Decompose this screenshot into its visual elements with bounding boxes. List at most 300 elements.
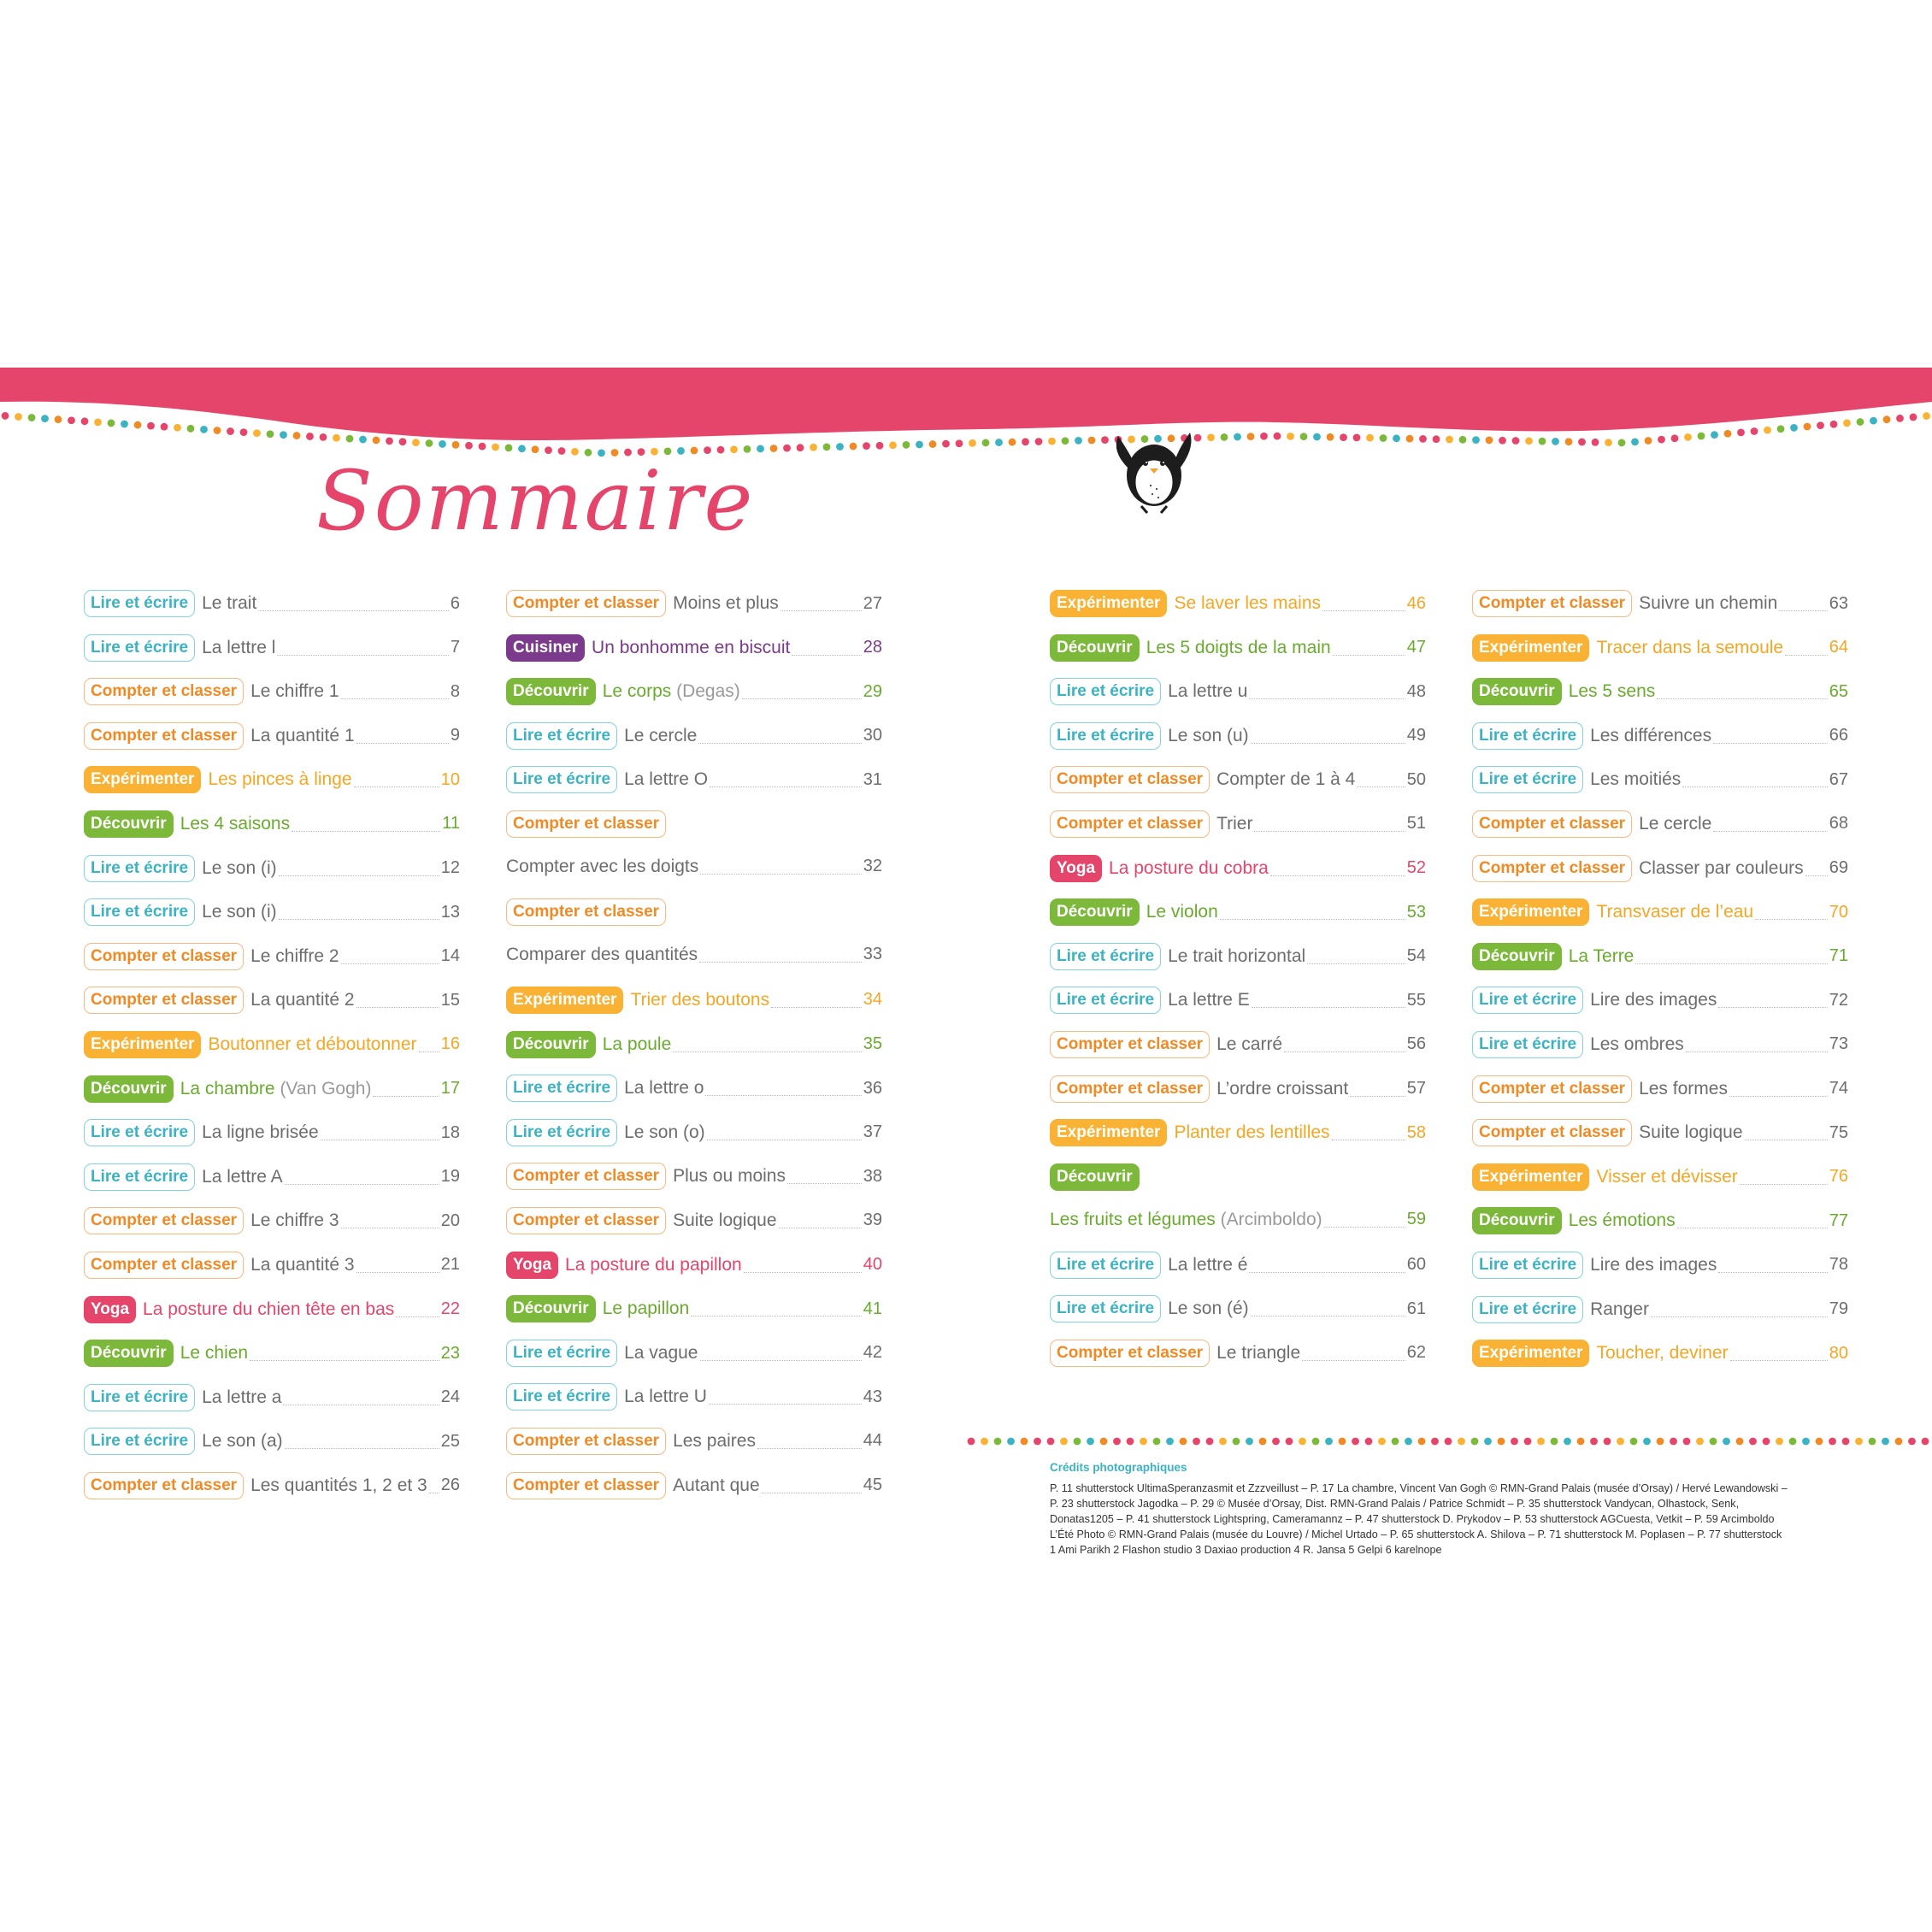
toc-entry-line [84, 895, 460, 929]
entry-title [1168, 681, 1247, 702]
entry-title-text: Planter des lentilles [1174, 1122, 1330, 1143]
entry-title-text: Moins et plus [673, 593, 779, 613]
toc-entry[interactable] [84, 1204, 460, 1248]
entry-title-text: Les émotions [1568, 1210, 1676, 1231]
category-tag: Expérimenter [1050, 1119, 1167, 1146]
toc-entry[interactable] [506, 1292, 882, 1336]
entry-title-text: L’ordre croissant [1216, 1078, 1349, 1099]
toc-entry-line [1050, 763, 1426, 797]
decor-dot [1166, 1438, 1174, 1446]
page-number: 67 [1829, 769, 1848, 789]
toc-entry[interactable] [1472, 895, 1848, 939]
toc-entry[interactable] [1050, 895, 1426, 939]
entry-title [603, 1299, 690, 1319]
toc-entry[interactable] [84, 763, 460, 807]
category-tag: Découvrir [1472, 943, 1562, 970]
decor-dot [1749, 1438, 1757, 1446]
decor-dot [1366, 434, 1374, 442]
toc-entry-line [1050, 1072, 1426, 1106]
toc-entry[interactable] [84, 586, 460, 631]
decor-dot [1816, 1438, 1823, 1446]
toc-entry-line [84, 1028, 460, 1062]
toc-entry[interactable] [84, 1072, 460, 1116]
entry-title-text: Se laver les mains [1174, 593, 1322, 613]
dot-leader [1249, 1272, 1405, 1273]
decor-dot [1233, 1438, 1240, 1446]
entry-title-text: Le cercle [1639, 813, 1712, 833]
page-number: 30 [863, 726, 882, 745]
decor-dot [1657, 1438, 1664, 1446]
decor-dot [770, 445, 778, 452]
entry-title [624, 726, 697, 746]
toc-entry[interactable] [1050, 983, 1426, 1028]
dot-leader [1270, 875, 1405, 876]
decor-dot [1670, 1438, 1677, 1446]
category-tag: Découvrir [506, 1031, 596, 1058]
decor-dot [1789, 1438, 1797, 1446]
toc-entry[interactable] [1050, 851, 1426, 896]
decor-dot [1022, 438, 1029, 445]
decor-dot [1843, 419, 1851, 427]
toc-entry[interactable] [84, 1381, 460, 1425]
toc-entry-line [1472, 895, 1848, 929]
dot-leader [1302, 1360, 1405, 1361]
decor-dot [1007, 1438, 1015, 1446]
page-number: 64 [1829, 638, 1848, 657]
decor-dot [1433, 435, 1440, 443]
category-tag: Découvrir [1050, 1163, 1140, 1191]
entry-title-text: La lettre U [624, 1387, 707, 1407]
category-tag: Lire et écrire [1472, 1031, 1583, 1058]
toc-entry[interactable] [84, 807, 460, 851]
decor-dot [187, 425, 195, 433]
toc-entry[interactable] [506, 807, 882, 895]
toc-entry[interactable] [84, 983, 460, 1028]
toc-entry[interactable] [1050, 763, 1426, 807]
toc-entry[interactable] [506, 1071, 882, 1116]
toc-entry[interactable] [1050, 1072, 1426, 1116]
toc-entry[interactable] [84, 631, 460, 675]
toc-entry[interactable] [1050, 939, 1426, 984]
decor-dot [2, 412, 9, 420]
entry-title-text: Transvaser de l’eau [1596, 902, 1754, 922]
toc-entry[interactable] [1472, 1204, 1848, 1248]
decor-dot [1087, 1438, 1094, 1446]
category-tag: Découvrir [1472, 1207, 1562, 1234]
decor-dot [373, 437, 380, 445]
toc-entry-line [84, 807, 460, 841]
toc-entry[interactable] [84, 895, 460, 939]
entry-title [624, 769, 708, 790]
dot-leader [1805, 875, 1828, 876]
toc-entry[interactable] [1472, 1336, 1848, 1381]
toc-entry-line [84, 939, 460, 974]
category-tag: Compter et classer [1472, 590, 1632, 617]
toc-entry[interactable] [506, 1424, 882, 1469]
toc-entry[interactable] [1472, 807, 1848, 851]
decor-dot [1643, 1438, 1651, 1446]
decor-dot [969, 439, 976, 447]
toc-entry[interactable] [1050, 1116, 1426, 1160]
header-wave-banner [0, 368, 1932, 504]
dot-leader [277, 655, 448, 656]
toc-entry-line [1050, 939, 1426, 974]
entry-title-text: Les ombres [1590, 1034, 1684, 1054]
category-tag: Compter et classer [506, 898, 666, 926]
category-tag: Compter et classer [84, 1252, 244, 1279]
decor-dot [1393, 434, 1400, 442]
dot-leader [710, 786, 862, 787]
category-tag: Lire et écrire [1472, 1252, 1583, 1279]
entry-title-text: Tracer dans la semoule [1596, 637, 1784, 657]
entry-title-text: La lettre E [1168, 990, 1250, 1010]
toc-entry-line [1050, 1028, 1426, 1062]
decor-dot [1392, 1438, 1399, 1446]
entry-title-text: La Terre [1568, 945, 1635, 966]
entry-title [1216, 1034, 1282, 1055]
decor-dot [1551, 1438, 1558, 1446]
toc-entry[interactable] [1472, 674, 1848, 719]
decor-dot [1219, 1438, 1227, 1446]
toc-entry-line [1050, 895, 1426, 929]
toc-entry[interactable] [506, 1116, 882, 1160]
toc-entry[interactable] [1050, 1292, 1426, 1336]
entry-title-text: Trier des boutons [630, 989, 770, 1010]
dot-leader [780, 610, 862, 611]
toc-entry[interactable] [84, 1469, 460, 1513]
entry-title-text: Les 4 saisons [180, 813, 291, 833]
category-tag: Lire et écrire [1050, 943, 1161, 970]
decor-dot [1737, 428, 1745, 436]
category-tag: Expérimenter [1472, 1163, 1589, 1191]
entry-title [624, 1343, 698, 1364]
decor-dot [1645, 437, 1652, 445]
toc-entry[interactable] [84, 1028, 460, 1072]
decor-dot [916, 441, 923, 449]
page-number: 56 [1406, 1034, 1426, 1054]
decor-dot [823, 443, 831, 451]
dot-leader [1686, 1051, 1828, 1052]
dot-leader [354, 786, 439, 787]
entry-title-text: Les formes [1639, 1078, 1728, 1099]
page-number: 35 [863, 1034, 882, 1054]
toc-entry[interactable] [84, 719, 460, 763]
decor-dot [1207, 433, 1215, 441]
dot-leader [771, 1007, 862, 1008]
toc-entry[interactable] [1472, 983, 1848, 1028]
toc-entry-line [506, 1116, 882, 1150]
entry-title-text: Les 5 doigts de la main [1146, 637, 1331, 657]
decor-dot [1088, 437, 1096, 445]
page-number: 13 [440, 902, 460, 922]
entry-title-text: Les paires [673, 1430, 756, 1451]
toc-entry[interactable] [1050, 586, 1426, 631]
decor-dot [1723, 1438, 1730, 1446]
toc-entry[interactable] [84, 1116, 460, 1160]
decor-dot [1829, 1438, 1836, 1446]
decor-dot [108, 420, 115, 427]
decor-dot [1578, 439, 1586, 446]
decor-dot [1352, 1438, 1359, 1446]
toc-entry[interactable] [1472, 631, 1848, 675]
decor-dot [121, 421, 128, 428]
entry-title [673, 1431, 756, 1452]
toc-entry-line [1472, 1336, 1848, 1370]
page-number: 72 [1829, 990, 1848, 1010]
toc-entry[interactable] [1050, 719, 1426, 763]
category-tag: Compter et classer [1472, 855, 1632, 882]
page-number: 71 [1829, 946, 1848, 966]
category-tag: Lire et écrire [1050, 987, 1161, 1014]
toc-entry[interactable] [84, 939, 460, 984]
category-tag: Compter et classer [1050, 1075, 1210, 1103]
decor-dot [253, 429, 261, 437]
category-tag: Lire et écrire [84, 1384, 195, 1411]
toc-entry-line [84, 763, 460, 797]
entry-title [143, 1299, 394, 1320]
decor-dot [1537, 1438, 1545, 1446]
decor-dot [1724, 430, 1732, 438]
entry-title-text: Boutonner et déboutonner [208, 1034, 417, 1054]
toc-entry[interactable] [506, 1159, 882, 1204]
toc-entry-line [1050, 631, 1426, 665]
entry-title [1168, 1299, 1249, 1319]
toc-entry[interactable] [1472, 851, 1848, 896]
toc-entry-line [506, 763, 882, 797]
category-tag: Yoga [1050, 855, 1102, 882]
category-tag: Lire et écrire [84, 590, 195, 617]
entry-title [1590, 769, 1681, 790]
page-number: 76 [1829, 1167, 1848, 1187]
page-number: 17 [440, 1079, 460, 1099]
toc-entry[interactable] [1472, 1116, 1848, 1160]
toc-entry[interactable] [1472, 939, 1848, 984]
decor-dot [942, 440, 950, 448]
toc-entry[interactable] [506, 1380, 882, 1424]
decor-dot [1804, 423, 1811, 431]
toc-entry-line [506, 631, 882, 665]
entry-title-text: Le son (o) [624, 1122, 705, 1142]
category-tag: Compter et classer [506, 590, 666, 617]
decor-dot [161, 423, 168, 431]
decor-dot [147, 422, 155, 430]
decor-dot [1034, 1438, 1041, 1446]
toc-entry[interactable] [506, 983, 882, 1028]
toc-entry-line [1472, 586, 1848, 621]
decor-dot [1604, 1438, 1611, 1446]
decor-dot [1274, 433, 1281, 440]
toc-entry-line [84, 1424, 460, 1458]
decor-dot [1234, 433, 1241, 441]
decor-dot [1842, 1438, 1850, 1446]
category-tag: Compter et classer [1050, 1340, 1210, 1367]
entry-title-text: Le violon [1146, 902, 1218, 922]
category-tag: Lire et écrire [1050, 678, 1161, 705]
decor-dot [267, 430, 274, 438]
toc-entry-line [84, 631, 460, 665]
category-tag: Compter et classer [506, 1207, 666, 1234]
toc-entry[interactable] [1050, 1248, 1426, 1293]
toc-entry-line [84, 1469, 460, 1503]
decor-dot [1378, 1438, 1386, 1446]
page-number: 39 [863, 1210, 882, 1230]
decor-dot [518, 445, 526, 452]
toc-entry[interactable] [84, 1248, 460, 1293]
toc-entry[interactable] [506, 763, 882, 807]
toc-entry[interactable] [1472, 719, 1848, 763]
toc-entry[interactable] [1472, 763, 1848, 807]
dot-leader [279, 875, 439, 876]
toc-entry[interactable] [84, 1336, 460, 1381]
toc-entry-line [506, 895, 882, 929]
decor-dot [1221, 433, 1228, 441]
toc-entry-line [1050, 719, 1426, 753]
decor-dot [41, 415, 49, 422]
toc-entry[interactable] [506, 1028, 882, 1072]
dot-leader [757, 1448, 862, 1449]
category-tag: Compter et classer [84, 943, 244, 970]
entry-title [565, 1255, 742, 1275]
dot-leader [1657, 698, 1827, 699]
toc-entry-line [1050, 1116, 1426, 1150]
toc-entry-line [1050, 851, 1426, 886]
entry-title-text: La posture du papillon [565, 1254, 742, 1275]
toc-entry-line [1050, 1292, 1426, 1326]
decor-dot [1459, 436, 1467, 444]
decor-dot [293, 432, 301, 439]
page-number: 27 [863, 593, 882, 613]
decor-dot [1260, 433, 1268, 440]
toc-entry-line [1472, 719, 1848, 753]
entry-title [1569, 946, 1635, 967]
decor-dot [1021, 1438, 1028, 1446]
credits-line: Donatas1205 – P. 41 shutterstock Lightspring, Cameramannz – P. 47 shutterstock D. Prykodov – P. 53 shutterstock AGCuesta, Vetkit – P. 59 Arcimboldo [1050, 1513, 1775, 1525]
toc-entry[interactable] [506, 1248, 882, 1293]
decor-dot [1327, 433, 1334, 441]
page-number: 46 [1406, 593, 1426, 613]
entry-title [180, 814, 290, 834]
dot-leader [1651, 1316, 1828, 1317]
entry-title [1168, 990, 1250, 1010]
page-number: 60 [1406, 1255, 1426, 1275]
toc-entry-line [84, 719, 460, 753]
toc-entry-line [1472, 631, 1848, 665]
toc-entry[interactable] [1472, 1028, 1848, 1072]
toc-entry-line [1472, 1072, 1848, 1106]
entry-title-text: La ligne brisée [202, 1122, 319, 1143]
toc-entry-line [506, 983, 882, 1017]
toc-entry[interactable] [506, 1469, 882, 1513]
entry-title-text: Le chiffre 2 [250, 945, 339, 966]
toc-entry[interactable] [84, 1424, 460, 1469]
toc-entry[interactable] [1050, 631, 1426, 675]
decor-dot [1153, 1438, 1161, 1446]
decor-dot [1472, 436, 1480, 444]
decor-dot [1446, 436, 1453, 444]
entry-title-text: Trier [1216, 813, 1253, 833]
decor-dot [1564, 1438, 1571, 1446]
decor-dot [1193, 1438, 1200, 1446]
toc-entry[interactable] [506, 895, 882, 983]
toc-entry[interactable] [1472, 1072, 1848, 1116]
decor-dot [214, 427, 221, 434]
dot-leader [1307, 963, 1405, 964]
toc-entry[interactable] [506, 719, 882, 763]
page-title: Sommaire [316, 453, 755, 549]
decor-dot [1406, 435, 1414, 443]
toc-entry[interactable] [1050, 674, 1426, 719]
page-number: 65 [1829, 681, 1848, 701]
entry-title-text: Le son (i) [202, 857, 277, 878]
category-tag: Compter et classer [84, 722, 244, 750]
toc-entry-line [506, 719, 882, 753]
page-number: 22 [440, 1299, 460, 1318]
toc-entry-line [1472, 763, 1848, 797]
entry-title [1569, 681, 1656, 702]
toc-entry[interactable] [1472, 586, 1848, 631]
toc-entry[interactable] [1050, 1336, 1426, 1381]
decor-dot [1883, 415, 1891, 423]
toc-entry[interactable] [84, 1293, 460, 1337]
toc-entry[interactable] [84, 851, 460, 896]
toc-entry[interactable] [1050, 1160, 1426, 1248]
decor-dot [1113, 1438, 1121, 1446]
toc-entry[interactable] [84, 1160, 460, 1205]
dot-leader [1635, 963, 1827, 964]
category-tag: Lire et écrire [84, 1428, 195, 1455]
entry-title-text: Le son (i) [202, 902, 277, 922]
toc-entry[interactable] [506, 674, 882, 719]
entry-title-text: Le papillon [602, 1299, 690, 1319]
toc-entry[interactable] [1050, 1028, 1426, 1072]
decor-dot [1684, 433, 1692, 441]
entry-title [1590, 1034, 1684, 1055]
toc-entry[interactable] [506, 1336, 882, 1381]
toc-entry[interactable] [1472, 1160, 1848, 1205]
page-number: 43 [863, 1387, 882, 1406]
decor-dot [465, 442, 473, 450]
toc-entry[interactable] [1050, 807, 1426, 851]
entry-title-text: Suite logique [673, 1210, 777, 1230]
dot-leader [792, 655, 861, 656]
entry-title [1146, 902, 1218, 922]
toc-entry[interactable] [1472, 1248, 1848, 1293]
decor-dot [399, 438, 407, 445]
toc-entry-line [1472, 1204, 1848, 1238]
toc-entry[interactable] [506, 586, 882, 631]
decor-dot [134, 421, 142, 429]
toc-entry[interactable] [84, 674, 460, 719]
decor-dot [306, 433, 314, 440]
category-tag: Lire et écrire [1050, 1295, 1161, 1322]
decor-dot [1047, 1438, 1055, 1446]
category-tag: Compter et classer [1050, 766, 1210, 793]
dot-leader [1249, 698, 1405, 699]
decor-dot [1777, 425, 1785, 433]
decor-dot [227, 427, 234, 435]
decor-dot [956, 439, 963, 447]
toc-entry[interactable] [1472, 1293, 1848, 1337]
entry-title-text: Compter de 1 à 4 [1216, 769, 1356, 790]
toc-entry[interactable] [506, 631, 882, 675]
decor-dot [1380, 434, 1387, 442]
toc-entry[interactable] [506, 1204, 882, 1248]
page-number: 36 [863, 1078, 882, 1098]
entry-title [673, 1166, 786, 1187]
category-tag: Lire et écrire [506, 1340, 617, 1367]
page-number: 24 [440, 1387, 460, 1407]
entry-title-text: Classer par couleurs [1639, 857, 1804, 878]
